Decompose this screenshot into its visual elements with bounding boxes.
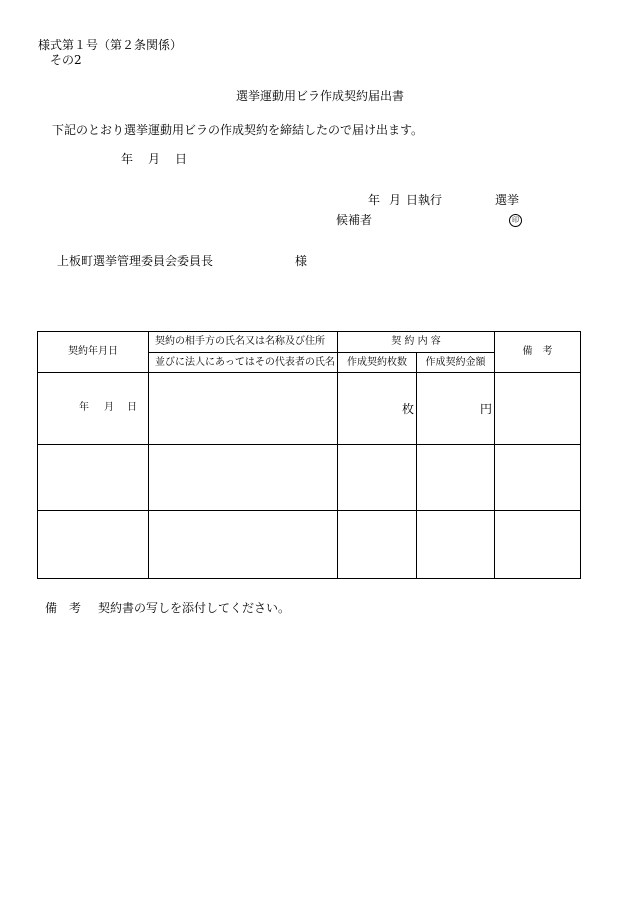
- row-counterparty-cell: [149, 373, 338, 445]
- row-remarks-cell: [495, 445, 581, 511]
- row-counterparty-cell: [149, 511, 338, 579]
- row-date-cell: [38, 511, 149, 579]
- form-number: 様式第１号（第２条関係）: [38, 38, 183, 52]
- header-counterparty-line1: 契約の相手方の氏名又は名称及び住所: [149, 332, 338, 353]
- note-text: 契約書の写しを添付してください。: [98, 601, 291, 615]
- row-sheets-cell: 枚: [338, 373, 417, 445]
- note-label: 備 考: [45, 601, 82, 615]
- filing-date-day: 日: [175, 152, 188, 166]
- row-remarks-cell: [495, 511, 581, 579]
- table-header-row: [38, 332, 581, 353]
- election-type: 選挙: [495, 193, 520, 207]
- seal-mark: 印: [509, 214, 522, 227]
- row-amount-cell: 円: [417, 373, 495, 445]
- row-amount-cell: [417, 445, 495, 511]
- row-remarks-cell: [495, 373, 581, 445]
- intro-text: 下記のとおり選挙運動用ビラの作成契約を締結したので届け出ます。: [52, 123, 424, 137]
- election-day-executed: 日執行: [406, 193, 443, 207]
- table-row: [38, 373, 581, 445]
- filing-date-year: 年: [121, 152, 134, 166]
- row-sheets-cell: [338, 445, 417, 511]
- document-title: 選挙運動用ビラ作成契約届出書: [236, 89, 405, 103]
- header-sheets: 作成契約枚数: [338, 353, 417, 373]
- addressee-honorific: 様: [295, 254, 308, 268]
- filing-date-month: 月: [148, 152, 161, 166]
- header-contract-content: 契 約 内 容: [338, 332, 495, 353]
- contract-table: [37, 331, 581, 579]
- addressee-name: 上板町選挙管理委員会委員長: [57, 254, 214, 268]
- header-amount: 作成契約金額: [417, 353, 495, 373]
- row-date-month: 月: [104, 402, 114, 413]
- table-row: [38, 511, 581, 579]
- table-row: [38, 445, 581, 511]
- header-contract-date: 契約年月日: [38, 332, 149, 373]
- row-date-cell: [38, 445, 149, 511]
- election-month: 月: [389, 193, 402, 207]
- election-year: 年: [368, 193, 381, 207]
- row-counterparty-cell: [149, 445, 338, 511]
- row-date-day: 日: [127, 402, 137, 413]
- header-counterparty-line2: 並びに法人にあってはその代表者の氏名: [149, 353, 338, 373]
- form-sub-number: その2: [50, 53, 82, 67]
- row-date-year: 年: [79, 402, 89, 413]
- row-amount-cell: [417, 511, 495, 579]
- row-date-cell: [38, 373, 149, 445]
- header-remarks: 備 考: [495, 332, 581, 373]
- row-sheets-cell: [338, 511, 417, 579]
- candidate-label: 候補者: [336, 213, 373, 227]
